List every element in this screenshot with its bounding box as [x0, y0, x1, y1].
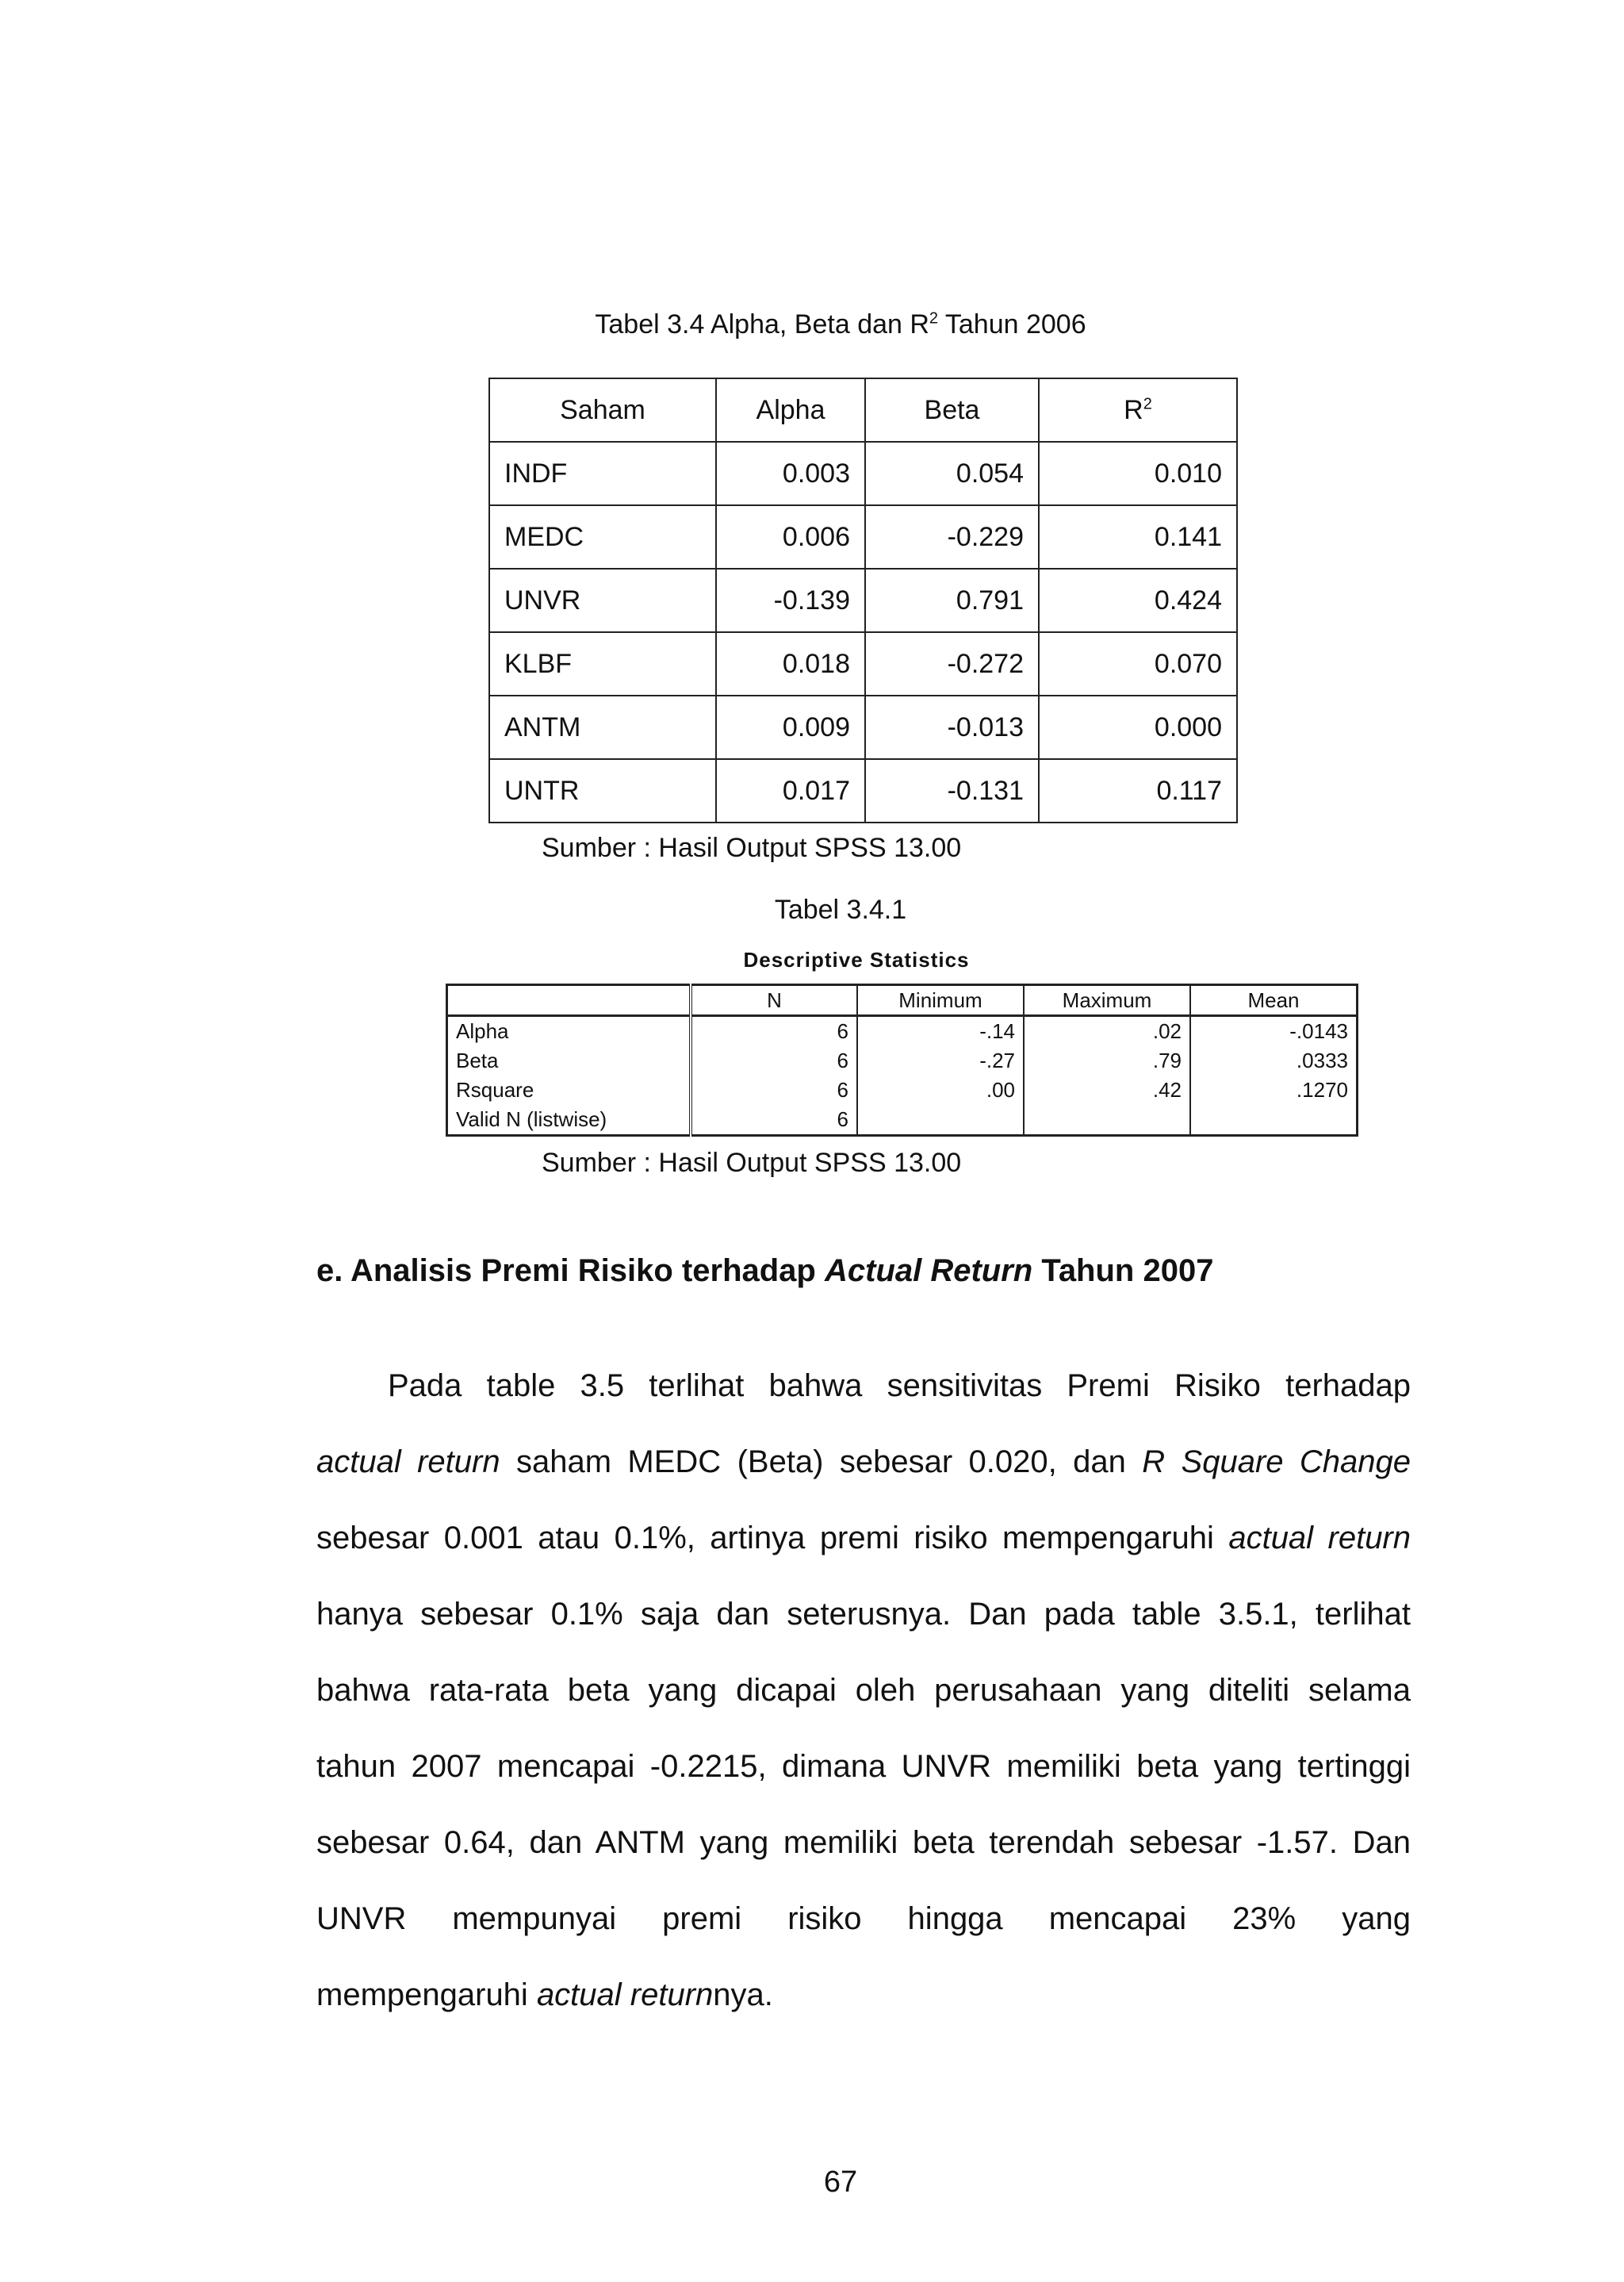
cell-saham: UNVR — [489, 569, 716, 632]
table2-caption: Tabel 3.4.1 — [774, 895, 907, 925]
paragraph-line: Pada table 3.5 terlihat bahwa sensitivitas Premi Risiko terhadap — [388, 1368, 1411, 1403]
cell-maximum: .42 — [1024, 1076, 1190, 1105]
table1-caption: Tabel 3.4 Alpha, Beta dan $R^2$ Tahun 2006 — [595, 309, 1086, 339]
cell-r2: 0.141 — [1039, 505, 1237, 569]
paragraph-line: sebesar 0.001 atau 0.1%, artinya premi risiko mempengaruhi actual return — [316, 1521, 1411, 1555]
cell-minimum: .00 — [857, 1076, 1024, 1105]
cell-beta: -0.229 — [865, 505, 1039, 569]
cell-saham: INDF — [489, 442, 716, 505]
cell-mean: .1270 — [1296, 1078, 1348, 1102]
header-beta: Beta — [865, 378, 1039, 442]
cell-n: 6 — [691, 1076, 857, 1105]
header-alpha: Alpha — [716, 378, 865, 442]
table-row — [447, 1046, 1358, 1076]
cell-maximum: .02 — [1024, 1016, 1190, 1047]
page-number: 67 — [823, 2165, 858, 2199]
paragraph-line: actual return saham MEDC (Beta) sebesar 0.020, dan R Square Change — [316, 1444, 1411, 1479]
section-heading: e. Analisis Premi Risiko terhadap Actual Return Tahun 2007 — [316, 1253, 1214, 1288]
paragraph-line: tahun 2007 mencapai -0.2215, dimana UNVR memiliki beta yang tertinggi — [316, 1749, 1411, 1784]
header-r2: $R^2$ — [1039, 378, 1237, 442]
paragraph-line: UNVR mempunyai premi risiko hingga mencapai 23% yang — [316, 1901, 1411, 1936]
cell-minimum: -.14 — [857, 1016, 1024, 1047]
table-row — [489, 696, 1237, 759]
cell-n: 6 — [691, 1046, 857, 1076]
cell-saham: MEDC — [489, 505, 716, 569]
table-row — [489, 759, 1237, 823]
header-blank — [447, 985, 691, 1016]
row-label: Alpha — [447, 1016, 691, 1047]
cell-saham: ANTM — [489, 696, 716, 759]
row-label: Beta — [447, 1046, 691, 1076]
row-label: Valid N (listwise) — [447, 1105, 691, 1136]
cell-beta: 0.054 — [865, 442, 1039, 505]
cell-r2: 0.117 — [1039, 759, 1237, 823]
cell-alpha: 0.009 — [716, 696, 865, 759]
cell-alpha: 0.018 — [716, 632, 865, 696]
cell-mean: .0333 — [1296, 1049, 1348, 1072]
table-row — [447, 1105, 1358, 1136]
table-row — [489, 569, 1237, 632]
cell-beta: -0.013 — [865, 696, 1039, 759]
table-row — [447, 1076, 1358, 1105]
cell-minimum — [857, 1105, 1024, 1136]
table1-source: Sumber : Hasil Output SPSS 13.00 — [542, 833, 962, 863]
row-label: Rsquare — [447, 1076, 691, 1105]
header-mean: Mean — [1190, 985, 1358, 1016]
cell-maximum — [1024, 1105, 1190, 1136]
table-header-row — [489, 378, 1237, 442]
cell-minimum: -.27 — [857, 1046, 1024, 1076]
table-header-row — [447, 985, 1358, 1016]
cell-beta: 0.791 — [865, 569, 1039, 632]
cell-alpha: 0.006 — [716, 505, 865, 569]
cell-beta: -0.131 — [865, 759, 1039, 823]
descriptive-statistics-table — [446, 984, 1358, 1137]
table-row — [447, 1016, 1358, 1047]
cell-saham: KLBF — [489, 632, 716, 696]
paragraph-line: sebesar 0.64, dan ANTM yang memiliki beta terendah sebesar -1.57. Dan — [316, 1825, 1411, 1860]
cell-saham: UNTR — [489, 759, 716, 823]
cell-maximum: .79 — [1024, 1046, 1190, 1076]
cell-r2: 0.070 — [1039, 632, 1237, 696]
cell-beta: -0.272 — [865, 632, 1039, 696]
header-saham: Saham — [489, 378, 716, 442]
paragraph-line: hanya sebesar 0.1% saja dan seterusnya. Dan pada table 3.5.1, terlihat — [316, 1597, 1411, 1632]
cell-alpha: 0.017 — [716, 759, 865, 823]
header-minimum: Minimum — [857, 985, 1024, 1016]
table-row — [489, 505, 1237, 569]
cell-n: 6 — [691, 1016, 857, 1047]
table2-source: Sumber : Hasil Output SPSS 13.00 — [542, 1148, 962, 1178]
cell-alpha: -0.139 — [716, 569, 865, 632]
table2-title: Descriptive Statistics — [743, 948, 970, 972]
cell-r2: 0.000 — [1039, 696, 1237, 759]
cell-mean — [1190, 1105, 1358, 1136]
header-n: N — [691, 985, 857, 1016]
paragraph-line: mempengaruhi actual returnnya. — [316, 1977, 773, 2012]
cell-r2: 0.010 — [1039, 442, 1237, 505]
alpha-beta-r2-table — [488, 378, 1238, 823]
table-row — [489, 632, 1237, 696]
cell-r2: 0.424 — [1039, 569, 1237, 632]
header-maximum: Maximum — [1024, 985, 1190, 1016]
cell-alpha: 0.003 — [716, 442, 865, 505]
table-row — [489, 442, 1237, 505]
cell-mean: -.0143 — [1289, 1019, 1348, 1043]
cell-n: 6 — [691, 1105, 857, 1136]
paragraph-line: bahwa rata-rata beta yang dicapai oleh perusahaan yang diteliti selama — [316, 1673, 1411, 1708]
